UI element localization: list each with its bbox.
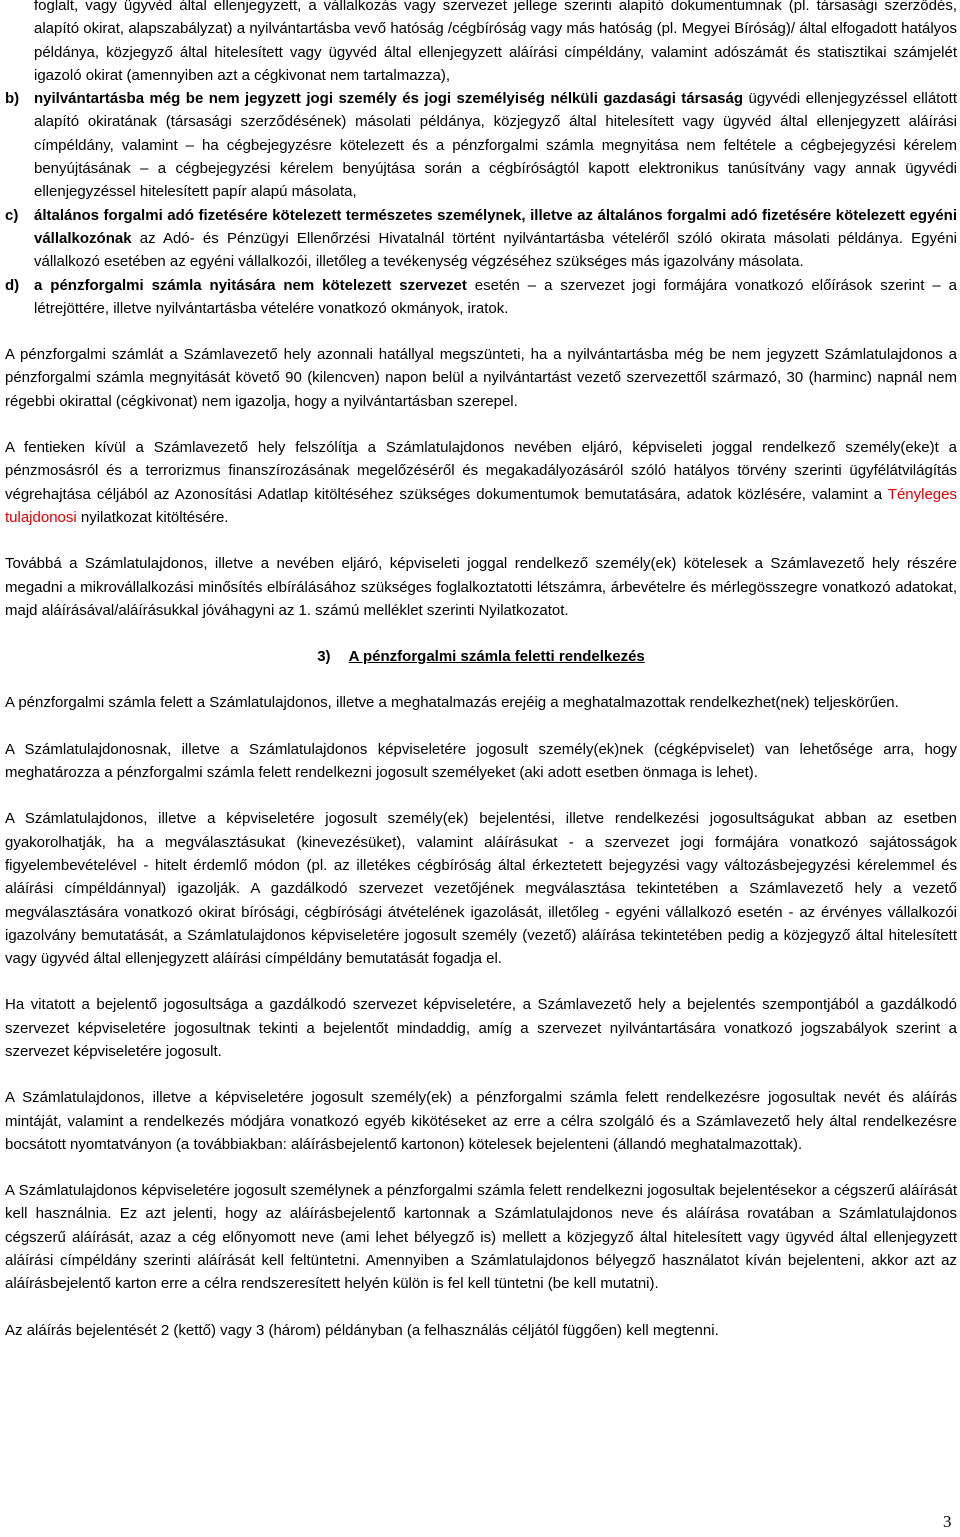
paragraph-company-signature: A Számlatulajdonos képviseletére jogosult személynek a pénzforgalmi számla felett rendelkezni jogosultak bejelentésekor a cégszerű aláírását kell használnia. Ez azt jelenti, hogy az aláírásbejelentő kartonnak a Számlatulajdonos neve és aláírása rovatában a Számlatulajdonos cégszerű aláírását, azaz a cég előnyomott neve (ami lehet bélyegző is) mellett a közjegyző által hitelesített vagy ügyvéd által ellenjegyzett aláírási címpéldány szerinti aláírását kell feltüntetni. Amennyiben a Számlatulajdonos bélyegző használatot kíván bejelenteni, akkor azt az aláírásbejelentő karton erre a célra rendszeresített helyén külön is fel kell tüntetni (be kell mutatni). [5,1182,957,1293]
paragraph-representation-proof: A Számlatulajdonos, illetve a képviseletére jogosult személy(ek) bejelentési, illetve rendelkezési jogosultságukat abban az esetben gyakorolhatják, ha a megválasztásukat (kinevezésüket), valamint aláírásukat - a szervezet jogi formájára vonatkozó sajátosságok figyelembevételével - hitelt érdemlő módon (pl. az illetékes cégbíróság által érkeztetett bejegyzési vagy változásbejegyzési kérelemmel és aláírási címpéldánnyal) igazolják. A gazdálkodó szervezet vezetőjének megválasztása tekintetében a Számlavezető hely a vezető megválasztására vonatkozó okirat bírósági, cégbírósági átvételének igazolását, illetőleg - egyéni vállalkozó esetén - az érvényes vállalkozói igazolvány bemutatását, a Számlatulajdonos képviseletére jogosult személy (vezető) aláírása tekintetében pedig a közjegyző által hitelesített vagy ügyvéd által ellenjegyzett aláírási címpéldány bemutatását fogadja el. [5,810,957,968]
item-d-body [34,274,957,321]
list-item-d [5,274,957,321]
item-c-text: az Adó- és Pénzügyi Ellenőrzési Hivatalnál történt nyilvántartásba vételéről szóló okirata másolati példánya. Egyéni vállalkozó esetében az egyéni vállalkozói, illetőleg a tevékenység végzéséhez szükséges más igazolvány másolata. [34,229,957,271]
paragraph-disputed-rights: Ha vitatott a bejelentő jogosultsága a gazdálkodó szervezet képviseletére, a Számlavezető hely a bejelentés szempontjából a gazdálkodó szervezet képviseletére jogosultnak tekinti a bejelentőt mindaddig, amíg a szervezet nyilvántartására vonatkozó jogszabályok szerint a szervezet képviseletére jogosult. [5,996,957,1060]
item-c-label: c) [5,206,19,224]
p2-text-after: nyilatkozat kitöltésére. [76,508,229,526]
list-item-c [5,204,957,274]
section-title: A pénzforgalmi számla feletti rendelkezés [348,648,645,666]
p2-text-before: A fentieken kívül a Számlavezető hely felszólítja a Számlatulajdonos nevében eljáró, képviseleti joggal rendelkező személy(eke)t a pénzmosásról és a terrorizmus finanszírozásának megelőzéséről és megakadályozásáról szóló hatályos törvény szerinti ügyfélátvilágítás végrehajtása céljából az Azonosítási Adatlap kitöltéséhez szükséges dokumentumok bemutatására, adatok közlésére, valamint a [5,439,957,503]
item-d-text: esetén – a szervezet jogi formájára vonatkozó előírások szerint – a létrejöttére, illetve nyilvántartásba vételére vonatkozó okmányok, iratok. [34,276,957,317]
section-number: 3) [317,648,331,666]
item-b-text: ügyvédi ellenjegyzéssel ellátott alapító okiratának (társasági szerződésének) másolati példánya, közjegyző által hitelesített vagy ügyvéd által ellenjegyzett aláírási címpéldány, valamint – ha cégbejegyzésre kötelezett és a pénzforgalmi számla megnyitása nem feltétele a cégbejegyzési kérelem benyújtásának – a cégbejegyzési kérelem benyújtása során a cégbíróságtól kapott elektronikus tanúsítvány vagy annak ügyvédi ellenjegyzéssel hitelesített papír alapú másolata, [34,90,958,201]
paragraph-authorized-persons: A Számlatulajdonosnak, illetve a Számlatulajdonos képviseletére jogosult személy(ek)nek (cégképviselet) van lehetősége arra, hogy meghatározza a pénzforgalmi számla felett rendelkezni jogosult személyeket (aki adott esetben önmaga is lehet). [5,740,957,782]
list-item-b [5,87,957,203]
item-c-bold: általános forgalmi adó fizetésére kötelezett természetes személynek, illetve az általános forgalmi adó fizetésére kötelezett egyéni vállalkozónak [34,206,957,247]
item-d-label: d) [5,276,20,294]
list-item-a-continuation [5,0,957,87]
paragraph-copies: Az aláírás bejelentését 2 (kettő) vagy 3 (három) példányban (a felhasználás céljától függően) kell megtenni. [5,1321,719,1339]
item-d-bold: a pénzforgalmi számla nyitására nem kötelezett szervezet [34,276,467,294]
item-c-body [34,204,957,274]
item-b-label: b) [5,90,20,108]
item-a-text: foglalt, vagy ügyvéd által ellenjegyzett, a vállalkozás vagy szervezet jellege szerinti alapító dokumentumnak (pl. társasági szerződés, alapító okirat, alapszabályzat) a nyilvántartásba vevő hatóság /cégbíróság vagy más hatóság (pl. Megyei Bíróság)/ által elfogadott hatályos példánya, közjegyző által hitelesített vagy ügyvéd által ellenjegyzett aláírási címpéldány, valamint adószámát és statisztikai számjelét igazoló okirat (amennyiben azt a cégkivonat nem tartalmazza), [34,0,957,84]
page-number: 3 [943,1512,952,1531]
document-page [5,0,957,1342]
beneficial-owner-link-text: Tényleges tulajdonosi [5,485,957,526]
paragraph-identification [5,436,957,529]
paragraph-account-termination: A pénzforgalmi számlát a Számlavezető hely azonnali hatállyal megszünteti, ha a nyilvántartásba még be nem jegyzett Számlatulajdonos a pénzforgalmi számla megnyitását követő 90 (kilencven) napon belül a nyilvántartást vezető szervezettől származó, 30 (harminc) napnál nem régebbi okirattal (cégkivonat) nem igazolja, hogy a nyilvántartásban szerepel. [5,346,957,410]
item-b-body [34,87,957,203]
paragraph-disposal-rights: A pénzforgalmi számla felett a Számlatulajdonos, illetve a meghatalmazás erejéig a meghatalmazottak rendelkezhet(nek) teljeskörűen. [5,694,899,712]
paragraph-signature-card: A Számlatulajdonos, illetve a képviseletére jogosult személy(ek) a pénzforgalmi számla felett rendelkezésre jogosultak nevét és aláírás mintáját, valamint a rendelkezés módjára vonatkozó egyéb kikötéseket az erre a célra szolgáló és a Számlavezető hely által rendelkezésre bocsátott nyomtatványon (a továbbiakban: aláírásbejelentő kartonon) kötelesek bejelenteni (állandó meghatalmazottak). [5,1089,957,1153]
paragraph-microenterprise: Továbbá a Számlatulajdonos, illetve a nevében eljáró, képviseleti joggal rendelkező személy(ek) kötelesek a Számlavezető hely részére megadni a mikrovállalkozási minősítés elbírálásához szükséges foglalkoztatotti létszámra, árbevételre és mérlegösszegre vonatkozó adatokat, majd aláírásával/aláírásukkal jóváhagyni az 1. számú melléklet szerinti Nyilatkozatot. [5,555,957,619]
section-heading [5,645,957,668]
item-b-bold: nyilvántartásba még be nem jegyzett jogi személy és jogi személyiség nélküli gazdasági társaság [34,90,744,108]
